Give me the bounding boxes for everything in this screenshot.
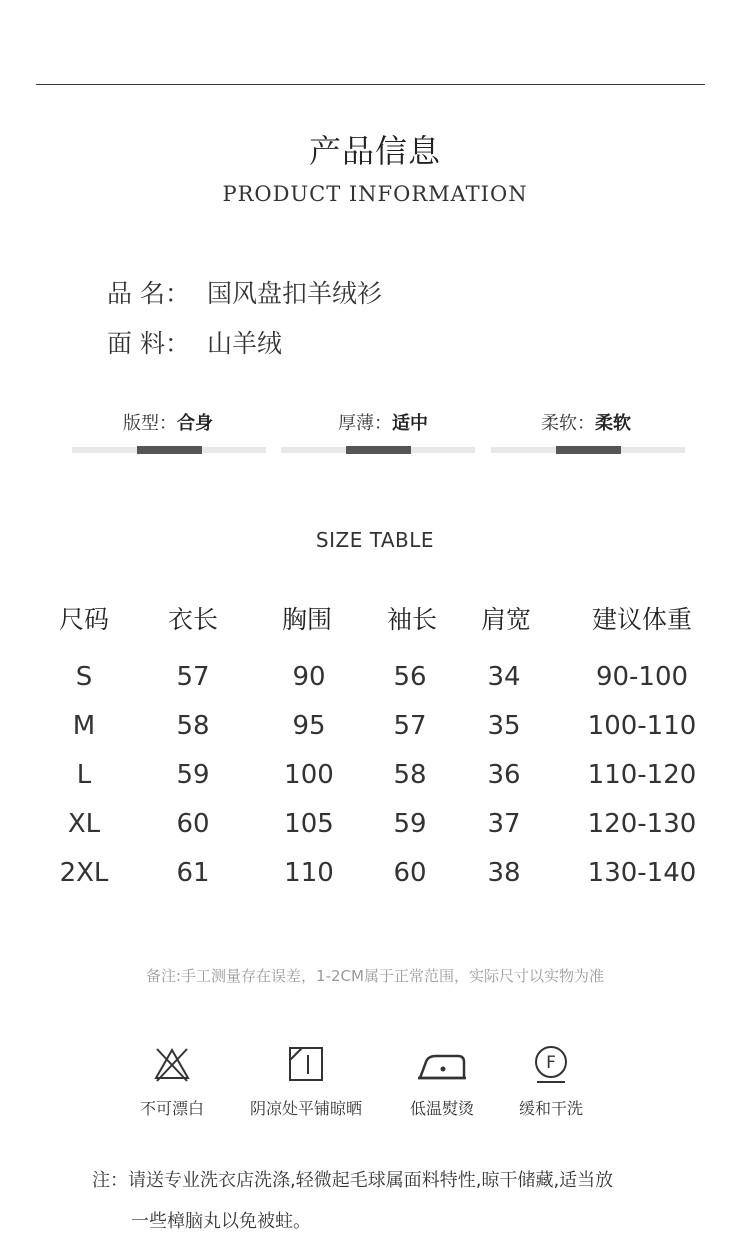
table-cell: 59 [393,809,427,839]
size-table-title: SIZE TABLE [315,528,435,552]
low-iron-icon [416,1044,468,1084]
table-cell: 59 [176,760,210,790]
no-bleach-icon [152,1044,192,1084]
table-cell: 90 [292,662,326,692]
section-title-en: PRODUCT INFORMATION [222,182,528,206]
dry-flat-shade-icon [286,1044,326,1084]
property-label: 版型： [123,413,177,434]
table-cell: 58 [393,760,427,790]
top-divider [36,84,705,85]
info-row-name [107,274,382,310]
property-softness [486,409,686,435]
table-header-cell: 尺码 [58,605,109,634]
footer-note-line1 [92,1166,613,1192]
care-item-dry-flat [241,1044,371,1119]
table-cell: 130-140 [587,858,697,888]
footer-prefix: 注： [92,1170,128,1191]
property-value: 合身 [177,413,213,434]
table-header-cell: 建议体重 [591,605,692,634]
gentle-dry-clean-icon [531,1044,571,1084]
table-cell: 120-130 [587,809,697,839]
property-scale-thickness [281,447,475,453]
property-scale-fit [72,447,266,453]
care-label: 缓和干洗 [518,1099,583,1118]
care-item-no-bleach [107,1044,237,1119]
property-label: 厚薄： [338,413,392,434]
table-cell: 110-120 [587,760,697,790]
property-thickness [283,409,483,435]
table-header-cell: 衣长 [167,605,218,634]
table-cell: 60 [393,858,427,888]
property-value: 适中 [392,413,428,434]
table-header-cell: 袖长 [386,605,437,634]
care-label: 阴凉处平铺晾晒 [249,1099,362,1118]
table-cell: M [72,711,96,741]
table-cell: 60 [176,809,210,839]
info-value: 山羊绒 [207,329,283,358]
table-header-cell: 胸围 [281,605,332,634]
care-label: 低温熨烫 [409,1099,474,1118]
info-label: 面 料： [107,329,190,358]
table-cell: S [75,662,93,692]
table-header-cell: 肩宽 [480,605,531,634]
property-scale-softness [491,447,685,453]
footer-text: 请送专业洗衣店洗涤,轻微起毛球属面料特性,晾干储藏,适当放 [128,1170,614,1191]
care-item-dry-clean [486,1044,616,1119]
property-scale-indicator [346,446,411,454]
table-cell: 38 [487,858,521,888]
info-value: 国风盘扣羊绒衫 [207,279,383,308]
table-cell: 95 [292,711,326,741]
table-cell: 36 [487,760,521,790]
table-cell: 90-100 [595,662,689,692]
table-cell: 57 [393,711,427,741]
table-cell: L [76,760,92,790]
info-row-fabric [107,324,282,360]
table-cell: 56 [393,662,427,692]
table-cell: 61 [176,858,210,888]
table-cell: 34 [487,662,521,692]
info-label: 品 名： [107,279,190,308]
care-label: 不可漂白 [139,1099,204,1118]
table-cell: 57 [176,662,210,692]
section-title-cn: 产品信息 [308,132,441,170]
property-label: 柔软： [541,413,595,434]
table-cell: 100-110 [587,711,697,741]
table-cell: 58 [176,711,210,741]
property-scale-indicator [137,446,202,454]
property-value: 柔软 [595,413,631,434]
footer-note-line2: 一些樟脑丸以免被蛀。 [131,1211,311,1232]
size-note: 备注:手工测量存在误差，1-2CM属于正常范围，实际尺寸以实物为准 [146,967,604,985]
table-cell: XL [67,809,101,839]
table-cell: 35 [487,711,521,741]
table-cell: 100 [284,760,334,790]
table-cell: 37 [487,809,521,839]
property-scale-indicator [556,446,621,454]
table-cell: 2XL [59,858,109,888]
dry-clean-symbol: F [546,1053,556,1073]
table-cell: 105 [284,809,334,839]
table-cell: 110 [284,858,334,888]
property-fit [68,409,268,435]
